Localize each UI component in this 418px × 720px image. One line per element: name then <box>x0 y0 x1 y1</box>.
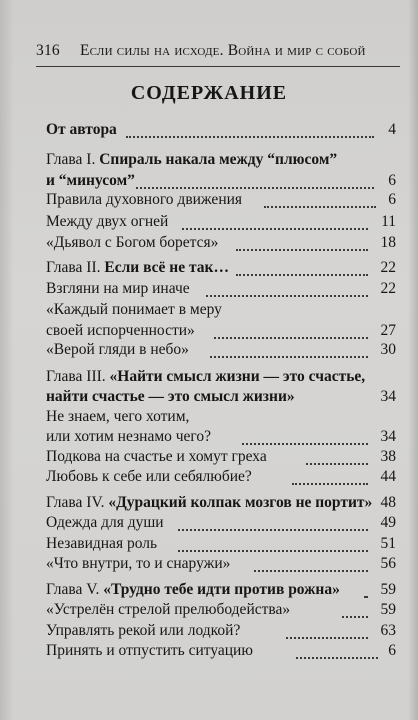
toc-leader-dots <box>296 655 378 659</box>
toc-leader-dots <box>292 481 368 485</box>
toc-chapter <box>46 149 396 171</box>
toc-entry-title: От автора <box>46 121 117 138</box>
toc-entry-title-cont: своей испорченности» <box>46 322 195 339</box>
toc-entry <box>46 466 396 488</box>
toc-entry-page: 11 <box>381 213 396 230</box>
page-gutter-shadow <box>0 0 14 720</box>
toc-entry-title: Не знаем, чего хотим, <box>46 408 190 425</box>
toc-entry-title: «Что внутри, то и снаружи» <box>46 555 231 572</box>
toc-entry <box>46 640 396 662</box>
toc-leader-dots <box>236 272 368 276</box>
toc-entry-title: «Дьявол с Богом борется» <box>46 234 219 251</box>
chapter-number: Глава V. <box>46 581 104 598</box>
toc-entry-page: 18 <box>380 234 396 251</box>
toc-entry-title: Между двух огней <box>46 213 169 230</box>
toc-entry <box>46 533 396 555</box>
toc-leader-dots <box>210 354 368 358</box>
toc-entry-page: 63 <box>380 622 396 639</box>
toc-entry-page: 27 <box>380 322 396 339</box>
toc-chapter-continued <box>46 386 396 408</box>
toc-entry-page: 6 <box>388 642 396 659</box>
toc-entry <box>46 232 396 254</box>
toc-chapter <box>46 579 396 601</box>
toc-entry-title: Незавидная роль <box>46 535 158 552</box>
toc-leader-dots <box>242 441 368 445</box>
page-edge-shadow <box>408 0 418 720</box>
toc-entry <box>46 299 396 321</box>
chapter-title: «Дурацкий колпак мозгов не портит» <box>108 494 373 511</box>
toc-leader-dots <box>182 226 368 230</box>
chapter-number: Глава II. <box>46 259 105 276</box>
toc-entry-page: 22 <box>380 280 396 297</box>
toc-entry-page: 44 <box>380 468 396 485</box>
toc-entry-page: 59 <box>380 601 396 618</box>
toc-entry <box>46 119 396 141</box>
toc-entry <box>46 446 396 468</box>
toc-entry-page: 56 <box>380 555 396 572</box>
toc-entry <box>46 278 396 300</box>
chapter-number: Глава I. <box>46 151 100 168</box>
toc-entry <box>46 599 396 621</box>
chapter-number: Глава III. <box>46 368 110 385</box>
toc-leader-dots <box>126 134 374 138</box>
toc-entry-title: «Устрелён стрелой прелюбодейства» <box>46 601 291 618</box>
toc-leader-dots <box>178 548 368 552</box>
chapter-title: «Найти смысл жизни — это счастье, <box>109 368 366 385</box>
toc-leader-dots <box>286 635 368 639</box>
toc-leader-dots <box>342 614 368 618</box>
toc-entry <box>46 512 396 534</box>
page-number: 316 <box>36 42 60 59</box>
toc-entry <box>46 553 396 575</box>
toc-chapter <box>46 492 396 514</box>
page-title: СОДЕРЖАНИЕ <box>130 82 288 104</box>
chapter-number: Глава IV. <box>46 494 109 511</box>
toc-entry-continued <box>46 426 396 448</box>
toc-entry-page: 59 <box>380 581 396 598</box>
toc-entry-title: «Каждый понимает в меру <box>46 301 222 318</box>
toc-chapter <box>46 366 396 388</box>
toc-leader-dots <box>364 594 368 598</box>
toc-leader-dots <box>178 527 368 531</box>
toc-leader-dots <box>206 293 368 297</box>
toc-entry-page: 4 <box>388 121 396 138</box>
toc-entry <box>46 189 396 211</box>
chapter-title-cont: найти счастье — это смысл жизни» <box>46 388 295 405</box>
toc-entry-page: 49 <box>380 514 396 531</box>
chapter-title-cont: и “минусом” <box>46 172 135 189</box>
toc-entry-page: 34 <box>380 388 396 405</box>
running-title: Если силы на исходе. Война и мир с собой <box>80 42 366 59</box>
toc-entry-page: 6 <box>388 191 396 208</box>
toc-entry-page: 30 <box>380 341 396 358</box>
chapter-title: Спираль накала между “плюсом” <box>99 151 338 168</box>
toc-entry <box>46 620 396 642</box>
toc-entry-page: 48 <box>380 494 396 511</box>
toc-entry-title: Управлять рекой или лодкой? <box>46 622 241 639</box>
toc-chapter <box>46 257 396 279</box>
toc-entry-title: Взгляни на мир иначе <box>46 280 190 297</box>
running-header <box>36 42 400 66</box>
toc-entry-title: Правила духовного движения <box>46 191 243 208</box>
chapter-title: «Трудно тебе идти против рожна» <box>103 581 340 598</box>
toc-entry-title: Одежда для души <box>46 514 164 531</box>
toc-entry-title: «Верой гляди в небо» <box>46 341 189 358</box>
toc-entry-title: Принять и отпустить ситуацию <box>46 642 253 659</box>
toc-leader-dots <box>254 568 368 572</box>
toc-entry-title-cont: или хотим незнамо чего? <box>46 428 212 445</box>
toc-entry-page: 34 <box>380 428 396 445</box>
toc-entry <box>46 339 396 361</box>
toc-entry-page: 51 <box>380 535 396 552</box>
chapter-title: Если всё не так… <box>104 259 229 276</box>
toc-entry <box>46 211 396 233</box>
toc-entry-page: 22 <box>380 259 396 276</box>
toc-leader-dots <box>306 461 368 465</box>
toc-entry-page: 6 <box>388 172 396 189</box>
toc-leader-dots <box>264 204 376 208</box>
toc-entry-title: Любовь к себе или себялюбие? <box>46 468 252 485</box>
toc-entry-title: Подкова на счастье и хомут греха <box>46 448 267 465</box>
toc-leader-dots <box>236 247 368 251</box>
toc-entry-page: 38 <box>380 448 396 465</box>
header-rule <box>36 66 400 67</box>
toc-entry <box>46 406 396 428</box>
